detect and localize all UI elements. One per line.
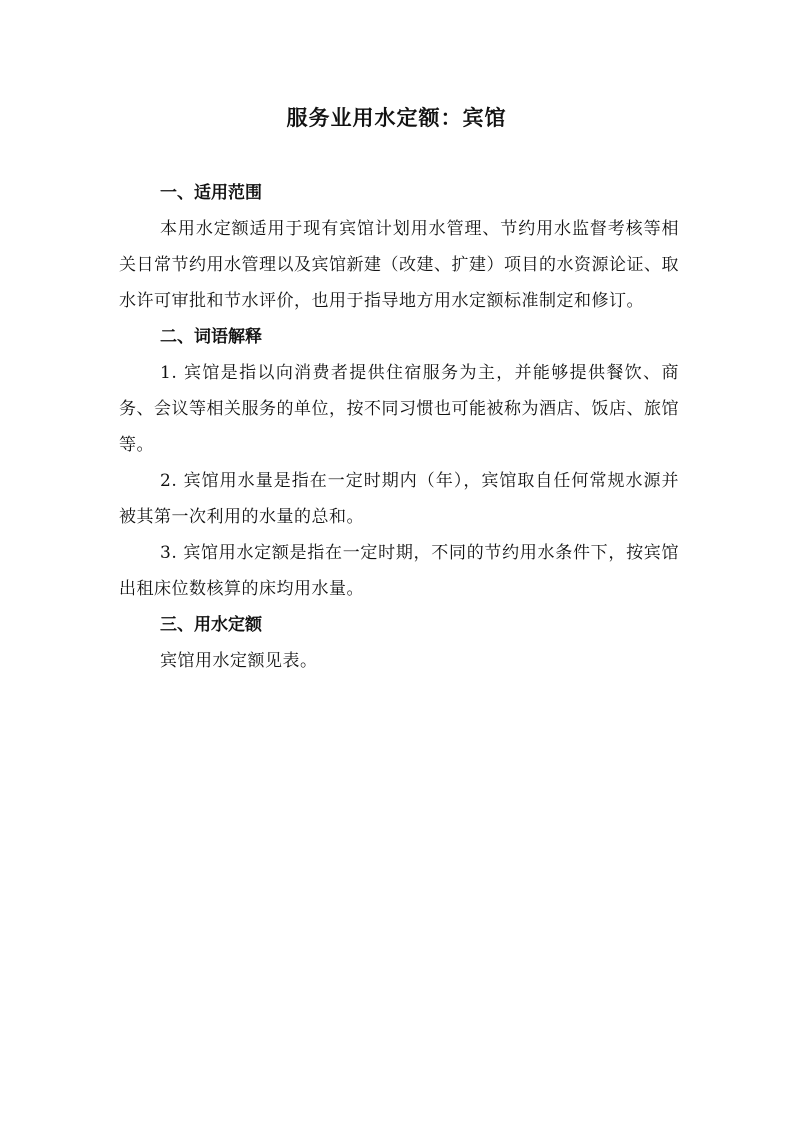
- paragraph: 2. 宾馆用水量是指在一定时期内（年），宾馆取自任何常规水源并被其第一次利用的水量的总和。: [119, 471, 679, 527]
- section-quota: [119, 607, 679, 679]
- paragraph: 1. 宾馆是指以向消费者提供住宿服务为主，并能够提供餐饮、商务、会议等相关服务的单位，按不同习惯也可能被称为酒店、饭店、旅馆等。: [119, 363, 679, 455]
- section-heading: 一、适用范围: [160, 183, 262, 203]
- section-heading: 二、词语解释: [160, 327, 262, 347]
- section-heading: 三、用水定额: [160, 615, 262, 635]
- paragraph: 3. 宾馆用水定额是指在一定时期，不同的节约用水条件下，按宾馆出租床位数核算的床均用水量。: [119, 543, 679, 599]
- paragraph: 宾馆用水定额见表。: [160, 651, 318, 671]
- paragraph: 本用水定额适用于现有宾馆计划用水管理、节约用水监督考核等相关日常节约用水管理以及宾馆新建（改建、扩建）项目的水资源论证、取水许可审批和节水评价，也用于指导地方用水定额标准制定和修订。: [119, 219, 679, 311]
- section-scope: [119, 175, 679, 319]
- document-body: [119, 175, 679, 679]
- section-definitions: [119, 319, 679, 607]
- document-title: 服务业用水定额：宾馆: [286, 106, 507, 130]
